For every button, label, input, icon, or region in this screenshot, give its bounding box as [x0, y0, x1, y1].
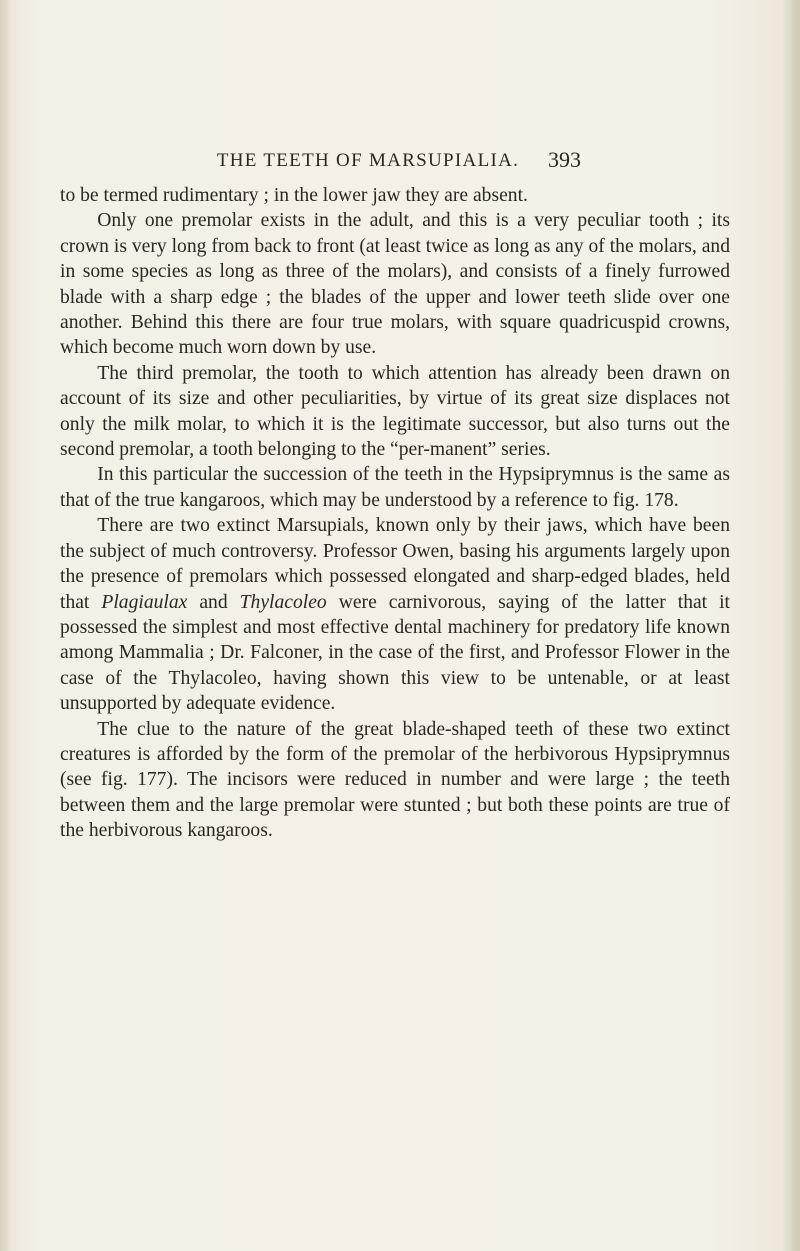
running-title: THE TEETH OF MARSUPIALIA. — [216, 150, 520, 171]
paragraph-clue: The clue to the nature of the great blade-shaped teeth of these two extinct creatures is afforded by the form of the premolar of the herbivorous Hypsiprymnus (see fig. 177). The incisors were reduced in number and were large ; the teeth between them and the large premolar were stunted ; but both these points are true of the herbivorous kangaroos. — [60, 718, 730, 842]
extinct-text-and: and — [187, 591, 240, 613]
page-header — [0, 147, 800, 180]
page-gutter-shadow — [0, 0, 12, 1251]
paragraph-continuation: to be termed rudimentary ; in the lower jaw they are absent. — [60, 185, 528, 206]
page-edge-shadow — [782, 0, 800, 1251]
paragraph-extinct-marsupials — [60, 513, 730, 716]
paragraph-third-premolar: The third premolar, the tooth to which attention has already been drawn on account of its size and other peculiarities, by virtue of its great size displaces not only the milk molar, to which it is the legitimate successor, but also turns out the second premolar, a tooth belonging to the “per-manent” series. — [60, 362, 730, 461]
body-text — [60, 183, 730, 844]
paragraph-premolar: Only one premolar exists in the adult, and this is a very peculiar tooth ; its crown is very long from back to front (at least twice as long as any of the molars, and in some species as long as three of the molars), and consists of a finely furrowed blade with a sharp edge ; the blades of the upper and lower teeth slide over one another. Behind this there are four true molars, with square quadricuspid crowns, which become much worn down by use. — [60, 210, 730, 359]
thylacoleo-term: Thylacoleo — [239, 591, 327, 613]
extinct-text-start: There are two extinct Marsupials, known only by their jaws, which have been the subject of much controversy. Professor Owen, basing his arguments largely upon the presence of premolars which possessed elongated and sharp-edged blades, held that — [60, 515, 730, 613]
plagiaulax-term: Plagiaulax — [101, 591, 188, 613]
extinct-text-end: were carnivorous, saying of the latter that it possessed the simplest and most effective dental machinery for predatory life known among Mammalia ; Dr. Falconer, in the case of the first, and Professor Flower in the case of the Thylacoleo, having shown this view to be untenable, or at least unsupported by adequate evidence. — [60, 591, 731, 715]
paragraph-succession: In this particular the succession of the teeth in the Hypsiprymnus is the same as that of the true kangaroos, which may be understood by a reference to fig. 178. — [60, 464, 730, 511]
page-number: 393 — [548, 147, 581, 172]
